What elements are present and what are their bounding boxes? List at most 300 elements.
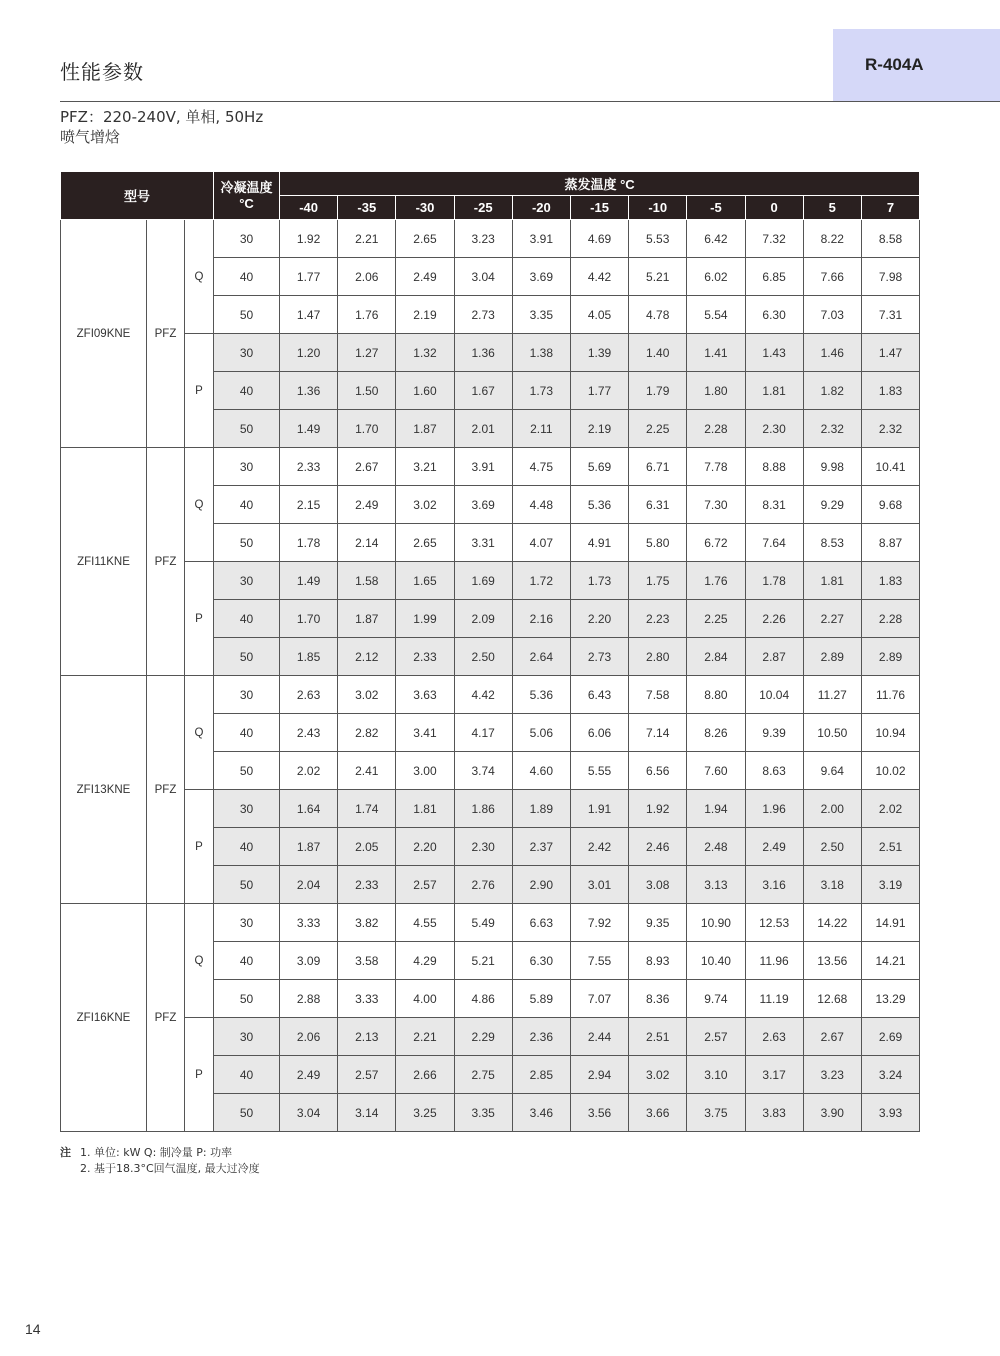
value-cell: 2.30 xyxy=(454,828,512,866)
value-cell: 9.64 xyxy=(803,752,861,790)
value-cell: 9.98 xyxy=(803,448,861,486)
note-1: 1. 单位: kW Q: 制冷量 P: 功率 xyxy=(80,1146,233,1159)
value-cell: 10.40 xyxy=(687,942,745,980)
value-cell: 2.63 xyxy=(745,1018,803,1056)
value-cell: 1.27 xyxy=(338,334,396,372)
value-cell: 7.55 xyxy=(570,942,628,980)
value-cell: 4.42 xyxy=(570,258,628,296)
value-cell: 14.91 xyxy=(861,904,919,942)
value-cell: 10.41 xyxy=(861,448,919,486)
value-cell: 1.78 xyxy=(280,524,338,562)
value-cell: 2.63 xyxy=(280,676,338,714)
value-cell: 7.30 xyxy=(687,486,745,524)
value-cell: 3.23 xyxy=(803,1056,861,1094)
value-cell: 2.19 xyxy=(396,296,454,334)
qp-cell: Q xyxy=(185,904,214,1018)
value-cell: 1.83 xyxy=(861,372,919,410)
value-cell: 2.16 xyxy=(512,600,570,638)
value-cell: 2.25 xyxy=(629,410,687,448)
cond-temp-cell: 40 xyxy=(214,372,280,410)
value-cell: 2.82 xyxy=(338,714,396,752)
value-cell: 11.27 xyxy=(803,676,861,714)
value-cell: 1.96 xyxy=(745,790,803,828)
value-cell: 1.87 xyxy=(396,410,454,448)
value-cell: 14.21 xyxy=(861,942,919,980)
value-cell: 9.39 xyxy=(745,714,803,752)
value-cell: 2.87 xyxy=(745,638,803,676)
qp-cell: P xyxy=(185,562,214,676)
cond-temp-cell: 50 xyxy=(214,980,280,1018)
value-cell: 1.20 xyxy=(280,334,338,372)
value-cell: 2.09 xyxy=(454,600,512,638)
value-cell: 10.50 xyxy=(803,714,861,752)
value-cell: 3.31 xyxy=(454,524,512,562)
value-cell: 2.69 xyxy=(861,1018,919,1056)
value-cell: 1.80 xyxy=(687,372,745,410)
value-cell: 2.44 xyxy=(570,1018,628,1056)
cond-temp-cell: 40 xyxy=(214,828,280,866)
value-cell: 2.02 xyxy=(861,790,919,828)
value-cell: 7.98 xyxy=(861,258,919,296)
model-cell: ZFI11KNE xyxy=(61,448,147,676)
value-cell: 7.64 xyxy=(745,524,803,562)
value-cell: 2.33 xyxy=(338,866,396,904)
value-cell: 2.33 xyxy=(280,448,338,486)
power-type-cell: PFZ xyxy=(147,676,185,904)
value-cell: 2.48 xyxy=(687,828,745,866)
value-cell: 2.64 xyxy=(512,638,570,676)
value-cell: 10.04 xyxy=(745,676,803,714)
value-cell: 2.32 xyxy=(861,410,919,448)
value-cell: 4.00 xyxy=(396,980,454,1018)
cond-temp-cell: 50 xyxy=(214,752,280,790)
value-cell: 8.26 xyxy=(687,714,745,752)
value-cell: 2.13 xyxy=(338,1018,396,1056)
value-cell: 3.82 xyxy=(338,904,396,942)
value-cell: 1.41 xyxy=(687,334,745,372)
value-cell: 6.06 xyxy=(570,714,628,752)
value-cell: 2.50 xyxy=(803,828,861,866)
value-cell: 2.57 xyxy=(687,1018,745,1056)
value-cell: 5.21 xyxy=(629,258,687,296)
value-cell: 2.65 xyxy=(396,524,454,562)
table-row xyxy=(61,562,920,600)
value-cell: 3.25 xyxy=(396,1094,454,1132)
value-cell: 1.38 xyxy=(512,334,570,372)
table-row xyxy=(61,790,920,828)
value-cell: 1.39 xyxy=(570,334,628,372)
value-cell: 1.47 xyxy=(280,296,338,334)
value-cell: 2.65 xyxy=(396,220,454,258)
value-cell: 2.80 xyxy=(629,638,687,676)
value-cell: 2.01 xyxy=(454,410,512,448)
value-cell: 3.91 xyxy=(454,448,512,486)
value-cell: 2.49 xyxy=(338,486,396,524)
evap-temp-col-header: 7 xyxy=(861,196,919,220)
value-cell: 2.33 xyxy=(396,638,454,676)
value-cell: 3.58 xyxy=(338,942,396,980)
value-cell: 3.46 xyxy=(512,1094,570,1132)
qp-cell: P xyxy=(185,334,214,448)
value-cell: 4.75 xyxy=(512,448,570,486)
value-cell: 13.56 xyxy=(803,942,861,980)
value-cell: 7.78 xyxy=(687,448,745,486)
value-cell: 2.28 xyxy=(687,410,745,448)
value-cell: 8.53 xyxy=(803,524,861,562)
value-cell: 10.94 xyxy=(861,714,919,752)
value-cell: 5.80 xyxy=(629,524,687,562)
value-cell: 3.17 xyxy=(745,1056,803,1094)
value-cell: 2.67 xyxy=(803,1018,861,1056)
evap-temp-col-header: -5 xyxy=(687,196,745,220)
value-cell: 1.49 xyxy=(280,410,338,448)
value-cell: 2.73 xyxy=(570,638,628,676)
value-cell: 6.30 xyxy=(745,296,803,334)
value-cell: 5.53 xyxy=(629,220,687,258)
value-cell: 2.89 xyxy=(861,638,919,676)
cond-temp-cell: 30 xyxy=(214,1018,280,1056)
value-cell: 2.88 xyxy=(280,980,338,1018)
value-cell: 2.12 xyxy=(338,638,396,676)
value-cell: 1.89 xyxy=(512,790,570,828)
value-cell: 3.02 xyxy=(338,676,396,714)
evap-temp-col-header: -10 xyxy=(629,196,687,220)
value-cell: 3.04 xyxy=(280,1094,338,1132)
value-cell: 2.66 xyxy=(396,1056,454,1094)
value-cell: 1.32 xyxy=(396,334,454,372)
value-cell: 3.16 xyxy=(745,866,803,904)
value-cell: 1.76 xyxy=(687,562,745,600)
table-row xyxy=(61,676,920,714)
value-cell: 1.94 xyxy=(687,790,745,828)
cond-temp-cell: 50 xyxy=(214,296,280,334)
value-cell: 2.02 xyxy=(280,752,338,790)
value-cell: 6.42 xyxy=(687,220,745,258)
value-cell: 2.49 xyxy=(396,258,454,296)
page-title: 性能参数 xyxy=(60,60,144,84)
value-cell: 2.00 xyxy=(803,790,861,828)
cond-temp-cell: 40 xyxy=(214,600,280,638)
value-cell: 8.31 xyxy=(745,486,803,524)
value-cell: 6.85 xyxy=(745,258,803,296)
value-cell: 2.84 xyxy=(687,638,745,676)
value-cell: 4.69 xyxy=(570,220,628,258)
value-cell: 7.31 xyxy=(861,296,919,334)
value-cell: 4.86 xyxy=(454,980,512,1018)
value-cell: 4.78 xyxy=(629,296,687,334)
value-cell: 10.02 xyxy=(861,752,919,790)
value-cell: 2.20 xyxy=(570,600,628,638)
value-cell: 4.05 xyxy=(570,296,628,334)
value-cell: 3.33 xyxy=(338,980,396,1018)
value-cell: 1.73 xyxy=(512,372,570,410)
value-cell: 1.50 xyxy=(338,372,396,410)
table-row xyxy=(61,220,920,258)
value-cell: 3.14 xyxy=(338,1094,396,1132)
value-cell: 2.89 xyxy=(803,638,861,676)
value-cell: 2.19 xyxy=(570,410,628,448)
cond-temp-header: 冷凝温度 °C xyxy=(214,172,280,220)
value-cell: 2.27 xyxy=(803,600,861,638)
value-cell: 5.36 xyxy=(512,676,570,714)
value-cell: 1.65 xyxy=(396,562,454,600)
value-cell: 3.69 xyxy=(454,486,512,524)
value-cell: 3.21 xyxy=(396,448,454,486)
value-cell: 1.85 xyxy=(280,638,338,676)
model-cell: ZFI13KNE xyxy=(61,676,147,904)
value-cell: 2.37 xyxy=(512,828,570,866)
value-cell: 1.75 xyxy=(629,562,687,600)
power-spec: PFZ：220-240V, 单相, 50Hz xyxy=(60,108,264,126)
power-type-cell: PFZ xyxy=(147,448,185,676)
value-cell: 2.11 xyxy=(512,410,570,448)
value-cell: 8.22 xyxy=(803,220,861,258)
value-cell: 7.60 xyxy=(687,752,745,790)
value-cell: 2.20 xyxy=(396,828,454,866)
evap-temp-col-header: -15 xyxy=(570,196,628,220)
value-cell: 2.42 xyxy=(570,828,628,866)
value-cell: 2.28 xyxy=(861,600,919,638)
value-cell: 3.04 xyxy=(454,258,512,296)
value-cell: 3.09 xyxy=(280,942,338,980)
note-2: 2. 基于18.3°C回气温度, 最大过冷度 xyxy=(80,1162,260,1175)
value-cell: 1.70 xyxy=(338,410,396,448)
value-cell: 1.69 xyxy=(454,562,512,600)
value-cell: 2.57 xyxy=(338,1056,396,1094)
value-cell: 2.05 xyxy=(338,828,396,866)
value-cell: 3.69 xyxy=(512,258,570,296)
value-cell: 1.87 xyxy=(280,828,338,866)
cond-temp-cell: 50 xyxy=(214,1094,280,1132)
value-cell: 2.30 xyxy=(745,410,803,448)
evap-temp-col-header: -40 xyxy=(280,196,338,220)
value-cell: 1.76 xyxy=(338,296,396,334)
value-cell: 3.93 xyxy=(861,1094,919,1132)
value-cell: 4.60 xyxy=(512,752,570,790)
page-number: 14 xyxy=(25,1321,41,1337)
cond-temp-cell: 40 xyxy=(214,942,280,980)
value-cell: 3.41 xyxy=(396,714,454,752)
value-cell: 1.36 xyxy=(454,334,512,372)
value-cell: 2.85 xyxy=(512,1056,570,1094)
value-cell: 3.01 xyxy=(570,866,628,904)
value-cell: 7.03 xyxy=(803,296,861,334)
header-divider xyxy=(60,101,1000,102)
cond-temp-cell: 30 xyxy=(214,790,280,828)
value-cell: 3.75 xyxy=(687,1094,745,1132)
value-cell: 1.67 xyxy=(454,372,512,410)
qp-cell: Q xyxy=(185,220,214,334)
value-cell: 4.17 xyxy=(454,714,512,752)
table-row xyxy=(61,334,920,372)
value-cell: 1.60 xyxy=(396,372,454,410)
value-cell: 6.31 xyxy=(629,486,687,524)
cond-temp-cell: 40 xyxy=(214,486,280,524)
value-cell: 1.47 xyxy=(861,334,919,372)
value-cell: 8.36 xyxy=(629,980,687,1018)
value-cell: 3.83 xyxy=(745,1094,803,1132)
value-cell: 3.18 xyxy=(803,866,861,904)
value-cell: 5.49 xyxy=(454,904,512,942)
table-row xyxy=(61,448,920,486)
model-header: 型号 xyxy=(61,172,214,220)
qp-cell: P xyxy=(185,1018,214,1132)
value-cell: 2.06 xyxy=(280,1018,338,1056)
value-cell: 5.21 xyxy=(454,942,512,980)
refrigerant-tag: R-404A xyxy=(833,29,1000,101)
model-cell: ZFI16KNE xyxy=(61,904,147,1132)
value-cell: 2.04 xyxy=(280,866,338,904)
cond-temp-cell: 30 xyxy=(214,904,280,942)
value-cell: 3.90 xyxy=(803,1094,861,1132)
cond-temp-cell: 30 xyxy=(214,562,280,600)
value-cell: 4.29 xyxy=(396,942,454,980)
cond-temp-cell: 30 xyxy=(214,334,280,372)
value-cell: 14.22 xyxy=(803,904,861,942)
value-cell: 8.58 xyxy=(861,220,919,258)
value-cell: 2.21 xyxy=(338,220,396,258)
power-type-cell: PFZ xyxy=(147,220,185,448)
qp-cell: Q xyxy=(185,676,214,790)
value-cell: 3.02 xyxy=(629,1056,687,1094)
value-cell: 4.42 xyxy=(454,676,512,714)
value-cell: 3.74 xyxy=(454,752,512,790)
value-cell: 6.72 xyxy=(687,524,745,562)
value-cell: 6.71 xyxy=(629,448,687,486)
value-cell: 1.86 xyxy=(454,790,512,828)
value-cell: 12.53 xyxy=(745,904,803,942)
value-cell: 1.81 xyxy=(745,372,803,410)
value-cell: 1.77 xyxy=(570,372,628,410)
value-cell: 3.56 xyxy=(570,1094,628,1132)
cond-temp-cell: 30 xyxy=(214,676,280,714)
value-cell: 1.43 xyxy=(745,334,803,372)
value-cell: 3.63 xyxy=(396,676,454,714)
value-cell: 2.14 xyxy=(338,524,396,562)
value-cell: 1.58 xyxy=(338,562,396,600)
value-cell: 11.76 xyxy=(861,676,919,714)
value-cell: 1.79 xyxy=(629,372,687,410)
value-cell: 3.91 xyxy=(512,220,570,258)
cond-temp-cell: 40 xyxy=(214,714,280,752)
value-cell: 6.43 xyxy=(570,676,628,714)
value-cell: 3.13 xyxy=(687,866,745,904)
value-cell: 5.55 xyxy=(570,752,628,790)
evap-temp-col-header: -35 xyxy=(338,196,396,220)
evap-temp-header: 蒸发温度 °C xyxy=(280,172,920,196)
value-cell: 3.35 xyxy=(512,296,570,334)
value-cell: 8.80 xyxy=(687,676,745,714)
evap-temp-col-header: -25 xyxy=(454,196,512,220)
cond-temp-cell: 50 xyxy=(214,638,280,676)
value-cell: 9.74 xyxy=(687,980,745,1018)
notes xyxy=(60,1145,260,1177)
cond-temp-cell: 50 xyxy=(214,866,280,904)
table-row xyxy=(61,904,920,942)
value-cell: 5.69 xyxy=(570,448,628,486)
value-cell: 2.76 xyxy=(454,866,512,904)
value-cell: 7.66 xyxy=(803,258,861,296)
value-cell: 4.48 xyxy=(512,486,570,524)
value-cell: 3.66 xyxy=(629,1094,687,1132)
notes-label: 注 xyxy=(60,1146,71,1159)
value-cell: 1.92 xyxy=(629,790,687,828)
value-cell: 2.41 xyxy=(338,752,396,790)
value-cell: 4.55 xyxy=(396,904,454,942)
value-cell: 3.19 xyxy=(861,866,919,904)
value-cell: 5.54 xyxy=(687,296,745,334)
cond-temp-cell: 30 xyxy=(214,220,280,258)
evap-temp-col-header: -30 xyxy=(396,196,454,220)
value-cell: 2.94 xyxy=(570,1056,628,1094)
cond-temp-cell: 30 xyxy=(214,448,280,486)
value-cell: 1.46 xyxy=(803,334,861,372)
value-cell: 1.49 xyxy=(280,562,338,600)
value-cell: 6.30 xyxy=(512,942,570,980)
table-row xyxy=(61,1018,920,1056)
value-cell: 2.32 xyxy=(803,410,861,448)
value-cell: 2.23 xyxy=(629,600,687,638)
value-cell: 1.83 xyxy=(861,562,919,600)
value-cell: 7.14 xyxy=(629,714,687,752)
value-cell: 7.32 xyxy=(745,220,803,258)
value-cell: 5.36 xyxy=(570,486,628,524)
value-cell: 2.15 xyxy=(280,486,338,524)
value-cell: 2.57 xyxy=(396,866,454,904)
cond-temp-cell: 40 xyxy=(214,258,280,296)
value-cell: 1.72 xyxy=(512,562,570,600)
value-cell: 1.91 xyxy=(570,790,628,828)
value-cell: 3.24 xyxy=(861,1056,919,1094)
value-cell: 2.49 xyxy=(280,1056,338,1094)
value-cell: 10.90 xyxy=(687,904,745,942)
value-cell: 1.74 xyxy=(338,790,396,828)
value-cell: 5.06 xyxy=(512,714,570,752)
value-cell: 2.67 xyxy=(338,448,396,486)
value-cell: 8.63 xyxy=(745,752,803,790)
cond-temp-cell: 50 xyxy=(214,524,280,562)
qp-cell: P xyxy=(185,790,214,904)
value-cell: 2.29 xyxy=(454,1018,512,1056)
value-cell: 1.40 xyxy=(629,334,687,372)
value-cell: 2.51 xyxy=(629,1018,687,1056)
value-cell: 2.21 xyxy=(396,1018,454,1056)
value-cell: 1.77 xyxy=(280,258,338,296)
performance-table xyxy=(60,171,920,1132)
value-cell: 11.96 xyxy=(745,942,803,980)
value-cell: 3.10 xyxy=(687,1056,745,1094)
cond-temp-cell: 50 xyxy=(214,410,280,448)
value-cell: 2.26 xyxy=(745,600,803,638)
value-cell: 2.73 xyxy=(454,296,512,334)
value-cell: 1.78 xyxy=(745,562,803,600)
value-cell: 1.70 xyxy=(280,600,338,638)
value-cell: 4.07 xyxy=(512,524,570,562)
value-cell: 8.87 xyxy=(861,524,919,562)
value-cell: 1.92 xyxy=(280,220,338,258)
value-cell: 2.49 xyxy=(745,828,803,866)
value-cell: 1.81 xyxy=(396,790,454,828)
value-cell: 1.73 xyxy=(570,562,628,600)
value-cell: 5.89 xyxy=(512,980,570,1018)
subtitle xyxy=(60,107,263,147)
value-cell: 12.68 xyxy=(803,980,861,1018)
value-cell: 2.90 xyxy=(512,866,570,904)
value-cell: 13.29 xyxy=(861,980,919,1018)
value-cell: 7.92 xyxy=(570,904,628,942)
value-cell: 8.93 xyxy=(629,942,687,980)
value-cell: 1.87 xyxy=(338,600,396,638)
